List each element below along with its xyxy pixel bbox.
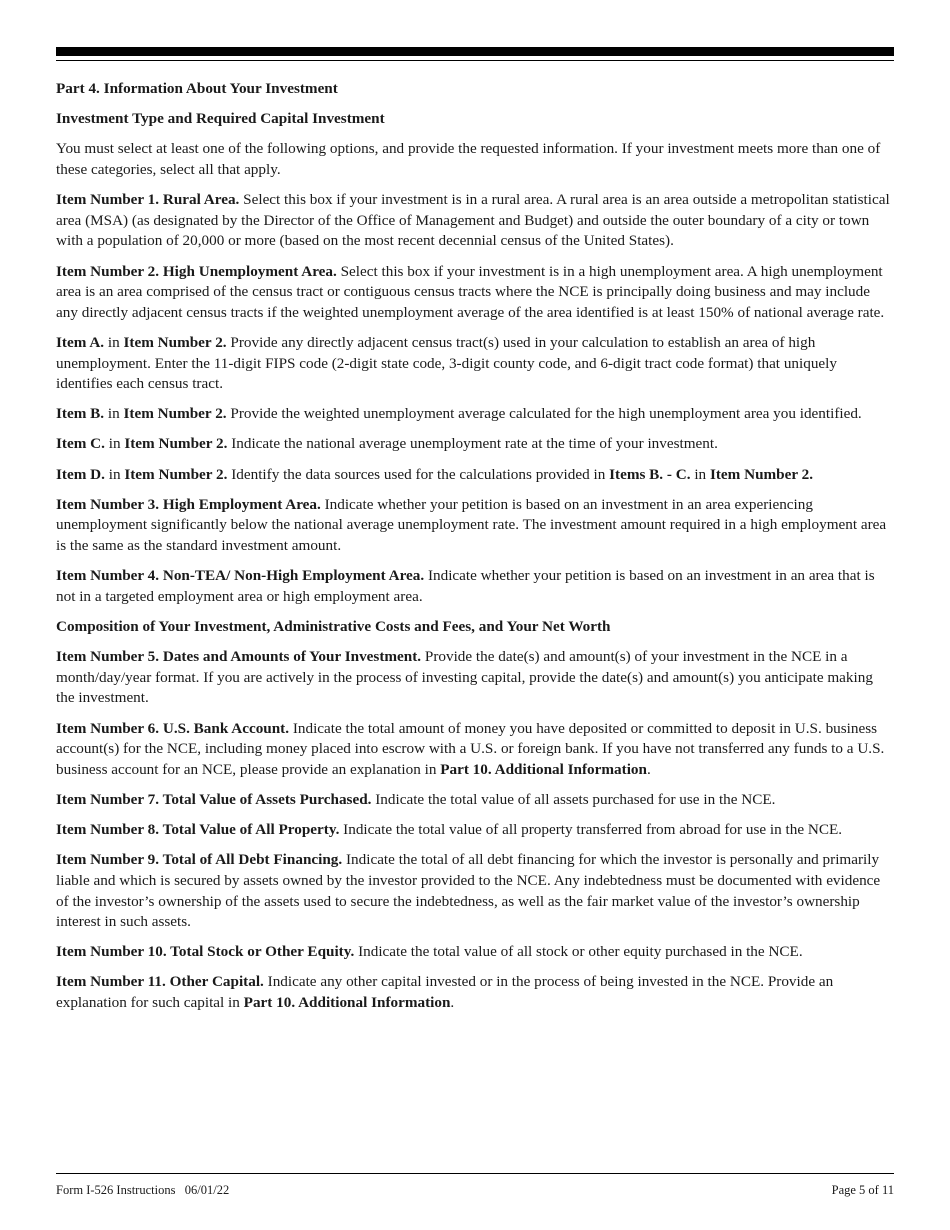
item-4-paragraph: Item Number 4. Non-TEA/ Non-High Employment Area. Indicate whether your petition is based on an investment in an area that is not in a targeted employment area or high employment area. — [56, 567, 875, 605]
instructions-body — [56, 79, 894, 1023]
item-8-paragraph: Item Number 8. Total Value of All Property. Indicate the total value of all property transferred from abroad for use in the NCE. — [56, 821, 843, 839]
item-11-paragraph: Item Number 11. Other Capital. Indicate any other capital invested or in the process of being invested in the NCE. Provide an explanation for such capital in Part 10. Additional Information. — [56, 973, 834, 1012]
intro-paragraph: You must select at least one of the following options, and provide the requested information. If your investment meets more than one of these categories, select all that apply. — [56, 140, 881, 178]
item-3-paragraph: Item Number 3. High Employment Area. Indicate whether your petition is based on an investment in an area experiencing unemployment significantly below the national average unemployment rate. The investment amount required in a high employment area is the same as the standard investment amount. — [56, 495, 887, 555]
item-9-paragraph: Item Number 9. Total of All Debt Financing. Indicate the total of all debt financing for which the investor is personally and primarily liable and which is secured by assets owned by the investor provided to the NCE. Any indebtedness must be documented with evidence of the investor’s ownership of the assets used to secure the indebtedness, as well as the fair market value of the investor’s ownership interest in such assets. — [56, 851, 881, 931]
item-2-paragraph: Item Number 2. High Unemployment Area. Select this box if your investment is in a high unemployment area. A high unemployment area is an area comprised of the census tract or contiguous census tracts where the NCE is principally doing business and may include any directly adjacent census tracts if the weighted unemployment average of the area identified is at least 150% of national average rate. — [56, 262, 885, 321]
item-1-label: Item Number 1. Rural Area. — [56, 191, 240, 209]
footer-page-number: Page 5 of 11 — [831, 1183, 894, 1197]
header-thick-rule — [56, 47, 894, 56]
item-a-paragraph: Item A. in Item Number 2. Provide any directly adjacent census tract(s) used in your calculation to establish an area of high unemployment. Enter the 11-digit FIPS code (2-digit state code, 3-digit county code, and 6-digit tract code format) that uniquely identifies each census tract. — [56, 333, 837, 393]
footer-form-id: Form I-526 Instructions 06/01/22 — [56, 1183, 230, 1197]
section-title-composition: Composition of Your Investment, Administrative Costs and Fees, and Your Net Worth — [56, 618, 611, 635]
header-thin-rule — [56, 60, 894, 61]
item-10-paragraph: Item Number 10. Total Stock or Other Equity. Indicate the total value of all stock or other equity purchased in the NCE. — [56, 943, 803, 961]
section-title-investment-type: Investment Type and Required Capital Investment — [56, 110, 385, 128]
item-2-label: Item Number 2. High Unemployment Area. — [56, 262, 337, 280]
item-d-paragraph: Item D. in Item Number 2. Identify the data sources used for the calculations provided in Items B. - C. in Item Number 2. — [56, 465, 814, 483]
document-page — [56, 0, 894, 1230]
part-title: Part 4. Information About Your Investment — [56, 80, 338, 97]
item-1-paragraph: Item Number 1. Rural Area. Select this box if your investment is in a rural area. A rural area is an area outside a metropolitan statistical area (MSA) (as designated by the Director of the Office of Management and Budget) and outside the outer boundary of a city or town with a population of 20,000 or more (based on the most recent decennial census of the United States). — [56, 191, 890, 250]
page-footer — [56, 1183, 894, 1198]
footer-rule — [56, 1173, 894, 1174]
item-5-paragraph: Item Number 5. Dates and Amounts of Your Investment. Provide the date(s) and amount(s) of your investment in the NCE in a month/day/year format. If you are actively in the process of investing capital, provide the date(s) and amount(s) you anticipate making the investment. — [56, 648, 873, 707]
item-7-paragraph: Item Number 7. Total Value of Assets Purchased. Indicate the total value of all assets purchased for use in the NCE. — [56, 790, 776, 808]
item-c-paragraph: Item C. in Item Number 2. Indicate the national average unemployment rate at the time of your investment. — [56, 435, 718, 453]
item-b-paragraph: Item B. in Item Number 2. Provide the weighted unemployment average calculated for the high unemployment area you identified. — [56, 405, 862, 423]
item-6-paragraph: Item Number 6. U.S. Bank Account. Indicate the total amount of money you have deposited or committed to deposit in U.S. business account(s) for the NCE, including money placed into escrow with a U.S. or foreign bank. If you have not transferred any funds to a U.S. business account for an NCE, please provide an explanation in Part 10. Additional Information. — [56, 719, 885, 778]
